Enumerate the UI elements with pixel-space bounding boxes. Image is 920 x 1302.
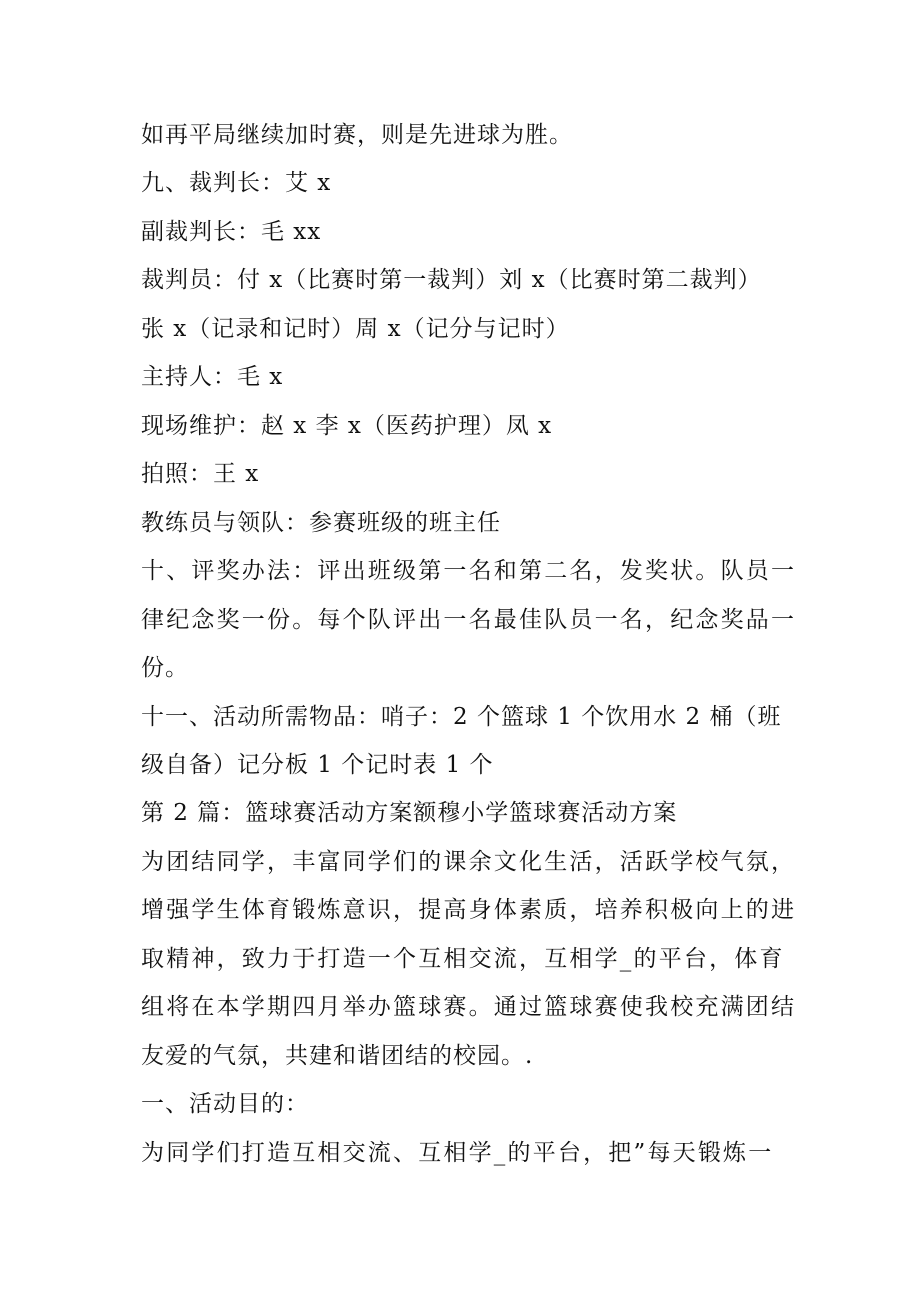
text-line: 级自备）记分板 1 个记时表 1 个 <box>141 752 494 778</box>
text-line: 教练员与领队：参赛班级的班主任 <box>141 510 501 536</box>
text-line: 为同学们打造互相交流、互相学_的平台，把”每天锻炼一 <box>141 1140 774 1166</box>
text-line: 张 x（记录和记时）周 x（记分与记时） <box>141 316 570 342</box>
text-line: 增强学生体育锻炼意识，提高身体素质，培养积极向上的进 <box>141 897 797 923</box>
text-line: 份。 <box>141 655 189 681</box>
text-line: 十一、活动所需物品：哨子：2 个篮球 1 个饮用水 2 桶（班 <box>141 704 782 730</box>
text-line: 拍照：王 x <box>141 461 260 487</box>
text-line: 第 2 篇：篮球赛活动方案额穆小学篮球赛活动方案 <box>141 800 678 826</box>
text-line: 副裁判长：毛 xx <box>141 219 322 245</box>
text-line: 律纪念奖一份。每个队评出一名最佳队员一名，纪念奖品一 <box>141 607 797 633</box>
text-line: 取精神，致力于打造一个互相交流，互相学_的平台，体育 <box>141 946 785 972</box>
text-line: 友爱的气氛，共建和谐团结的校园。. <box>141 1043 534 1069</box>
text-line: 裁判员：付 x（比赛时第一裁判）刘 x（比赛时第二裁判） <box>141 267 762 293</box>
text-line: 主持人：毛 x <box>141 364 284 390</box>
text-line: 组将在本学期四月举办篮球赛。通过篮球赛使我校充满团结 <box>141 994 797 1020</box>
text-line: 为团结同学，丰富同学们的课余文化生活，活跃学校气氛， <box>141 849 797 875</box>
text-line: 十、评奖办法：评出班级第一名和第二名，发奖状。队员一 <box>141 558 797 584</box>
text-line: 如再平局继续加时赛，则是先进球为胜。 <box>141 122 573 148</box>
text-line: 九、裁判长：艾 x <box>141 170 332 196</box>
text-line: 现场维护：赵 x 李 x（医药护理）凤 x <box>141 413 553 439</box>
text-line: 一、活动目的： <box>141 1091 309 1117</box>
